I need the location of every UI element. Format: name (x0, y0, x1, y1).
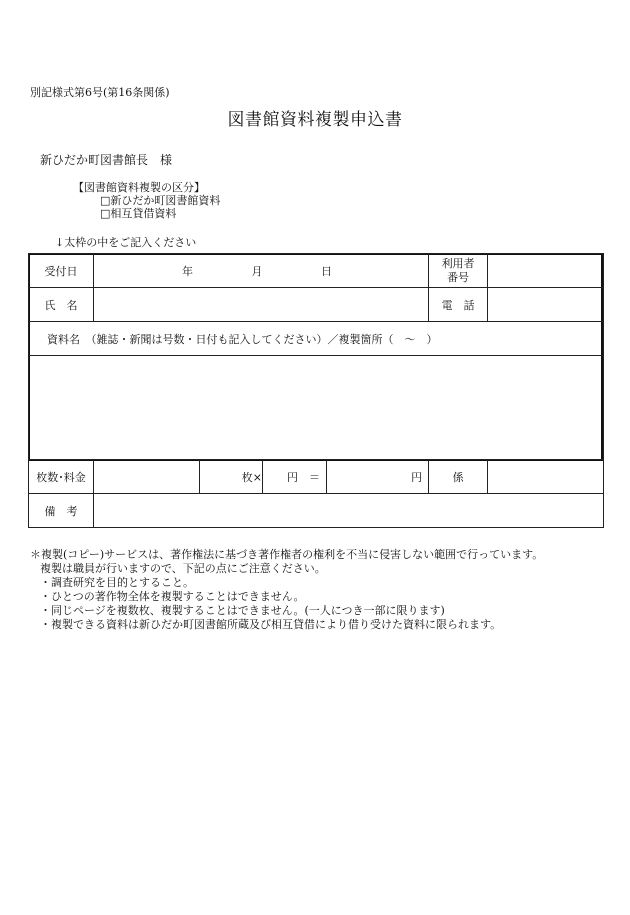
note-bullet: ・同じページを複数枚、複製することはできません。(一人につき一部に限ります) (40, 604, 445, 617)
note-bullet: ・調査研究を目的とすること。 (40, 576, 194, 589)
yen-total-label: 円 (327, 460, 429, 494)
material-label: 資料名 （雑誌・新聞は号数・日付も記入してください）／複製箇所（ ～ ） (29, 322, 604, 356)
day-label: 日 (321, 264, 332, 278)
remarks-label: 備 考 (29, 494, 94, 528)
category-heading: 【図書館資料複製の区分】 (73, 181, 205, 194)
staff-label: 係 (429, 460, 488, 494)
user-number-label-line1: 利用者 (441, 256, 475, 270)
application-form (28, 253, 604, 528)
user-number-label (429, 254, 488, 288)
month-label: 月 (251, 264, 263, 278)
received-date-field[interactable] (94, 254, 429, 288)
checkbox-icon[interactable]: □ (100, 207, 111, 220)
instruction: ↓太枠の中をご記入ください (55, 236, 197, 249)
count-fee-label: 枚数･料金 (29, 460, 94, 494)
yen-per-label: 円 ＝ (263, 460, 327, 494)
page-title: 図書館資料複製申込書 (227, 110, 403, 130)
category-option-interlibrary[interactable] (100, 207, 176, 220)
count-field[interactable] (94, 460, 200, 494)
remarks-field[interactable] (94, 494, 604, 528)
material-field[interactable] (29, 356, 604, 460)
form-number: 別記様式第6号(第16条関係) (30, 86, 170, 99)
checkbox-icon[interactable]: □ (100, 194, 111, 207)
note-bullet: ・ひとつの著作物全体を複製することはできません。 (40, 590, 305, 603)
phone-field[interactable] (488, 288, 604, 322)
staff-field[interactable] (488, 460, 604, 494)
user-number-label-line2: 番号 (447, 270, 470, 284)
option-label: 相互貸借資料 (110, 207, 177, 220)
note-bullet: ・複製できる資料は新ひだか町図書館所蔵及び相互貸借により借り受けた資料に限られます。 (40, 618, 502, 631)
year-label: 年 (182, 264, 193, 278)
name-field[interactable] (94, 288, 429, 322)
user-number-field[interactable] (488, 254, 604, 288)
note-line-2: 複製は職員が行いますので、下記の点にご注意ください。 (40, 562, 326, 575)
sheets-label: 枚× (200, 460, 263, 494)
name-label: 氏 名 (29, 288, 94, 322)
phone-label: 電 話 (429, 288, 488, 322)
category-option-local[interactable] (100, 194, 220, 207)
addressee: 新ひだか町図書館長 様 (40, 153, 173, 167)
received-date-label: 受付日 (29, 254, 94, 288)
option-label: 新ひだか町図書館資料 (110, 194, 221, 207)
note-line-1: ＊複製(コピー)サービスは、著作権法に基づき著作権者の権利を不当に侵害しない範囲で行っています。 (30, 548, 544, 561)
